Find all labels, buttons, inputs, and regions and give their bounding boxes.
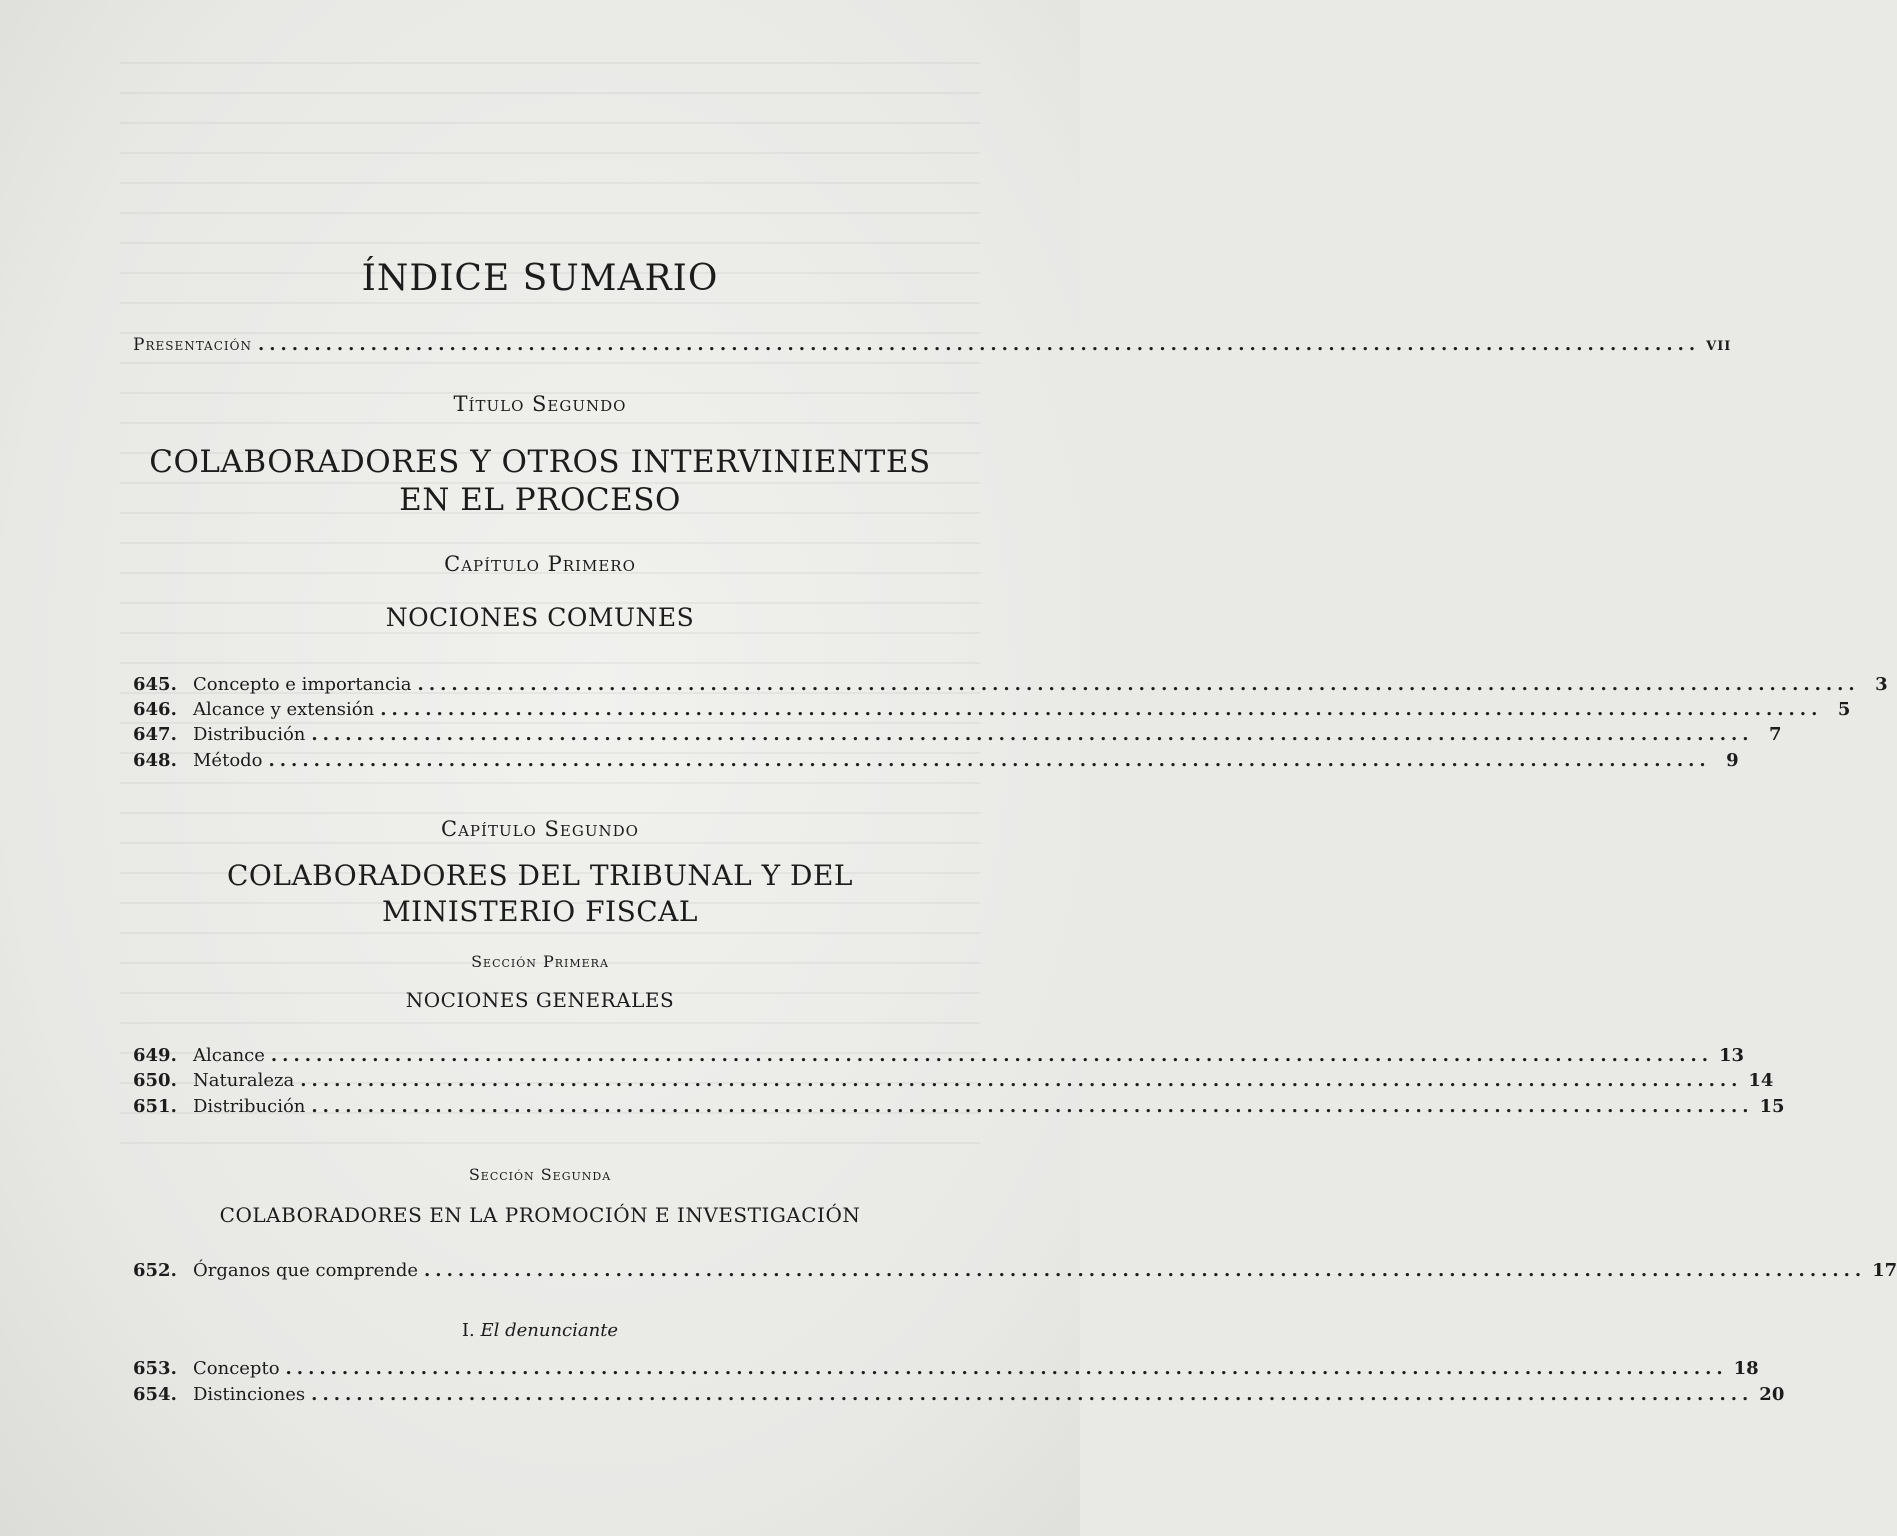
toc-entry[interactable] [133,1384,1785,1410]
toc-page: 17 [1872,1260,1897,1281]
toc-label: Naturaleza [193,1070,295,1091]
toc-page: 3 [1875,674,1888,695]
leader-dots: ................................................................................................................................ [311,1384,1754,1405]
leader-dots: ................................................................................................................................ [380,699,1823,720]
toc-label: Concepto e importancia [193,674,412,695]
leader-dots: ................................................................................................................................ [311,1096,1754,1117]
toc-number: 649. [133,1045,177,1066]
toc-label: Distribución [193,724,306,745]
chapter2-heading [0,858,1080,930]
toc-entry[interactable] [133,699,1851,725]
section1-label: Sección Primera [471,952,609,971]
toc-page: 15 [1759,1096,1785,1117]
subsection-title: El denunciante [480,1320,619,1341]
toc-page: 5 [1837,699,1851,720]
toc-entry[interactable] [133,1070,1774,1096]
toc-entry[interactable] [133,1358,1759,1384]
toc-page: 13 [1719,1045,1745,1066]
toc-number: 653. [133,1358,177,1379]
toc-number: 651. [133,1096,177,1117]
leader-dots: ................................................................................................................................ [417,674,1860,695]
section1-heading: NOCIONES GENERALES [405,988,675,1012]
chapter2-heading-line: COLABORADORES DEL TRIBUNAL Y DEL [226,859,853,892]
toc-page: 7 [1769,724,1782,745]
toc-entry[interactable] [133,1045,1745,1071]
toc-label: Distribución [193,1096,306,1117]
subsection-roman: I. [461,1320,475,1341]
toc-entry[interactable] [133,1096,1785,1122]
chapter2-label: Capítulo Segundo [441,817,639,841]
toc-number: 646. [133,699,177,720]
toc-page: 9 [1726,750,1739,771]
leader-dots: ................................................................................................................................ [258,334,1701,355]
main-heading [0,443,1080,519]
leader-dots: ................................................................................................................................ [270,1045,1714,1066]
toc-label: Órganos que comprende [193,1260,419,1281]
toc-label: Concepto [193,1358,280,1379]
toc-number: 648. [133,750,177,771]
main-heading-line: COLABORADORES Y OTROS INTERVINIENTES [149,444,931,480]
title-section-label: Título Segundo [453,392,627,416]
toc-entry[interactable] [133,724,1782,750]
leader-dots: ................................................................................................................................ [268,750,1711,771]
leader-dots: ................................................................................................................................ [285,1358,1728,1379]
toc-number: 645. [133,674,177,695]
chapter1-label: Capítulo Primero [444,552,636,576]
index-title: ÍNDICE SUMARIO [361,258,719,299]
chapter2-heading-line: MINISTERIO FISCAL [382,895,698,928]
toc-number: 654. [133,1384,177,1405]
leader-dots: ................................................................................................................................ [300,1070,1743,1091]
toc-page: 20 [1759,1384,1785,1405]
leader-dots: ................................................................................................................................ [424,1260,1867,1281]
section2-label: Sección Segunda [468,1165,612,1184]
toc-number: 650. [133,1070,177,1091]
toc-page: vii [1706,334,1732,355]
toc-label: Distinciones [193,1384,306,1405]
toc-label: Presentación [133,335,252,355]
toc-entry-presentation[interactable] [133,334,1732,360]
toc-label: Alcance y extensión [193,699,375,720]
section2-heading: COLABORADORES EN LA PROMOCIÓN E INVESTIGACIÓN [219,1203,861,1227]
chapter1-heading: NOCIONES COMUNES [385,603,695,632]
leader-dots: ................................................................................................................................ [311,724,1754,745]
toc-label: Alcance [193,1045,265,1066]
toc-number: 647. [133,724,177,745]
toc-number: 652. [133,1260,177,1281]
toc-page: 14 [1748,1070,1774,1091]
toc-entry[interactable] [133,1260,1897,1286]
subsection-heading [0,1320,1080,1341]
main-heading-line: EN EL PROCESO [399,482,681,518]
toc-label: Método [193,750,263,771]
toc-page: 18 [1733,1358,1759,1379]
toc-entry[interactable] [133,750,1739,776]
toc-entry[interactable] [133,674,1888,700]
